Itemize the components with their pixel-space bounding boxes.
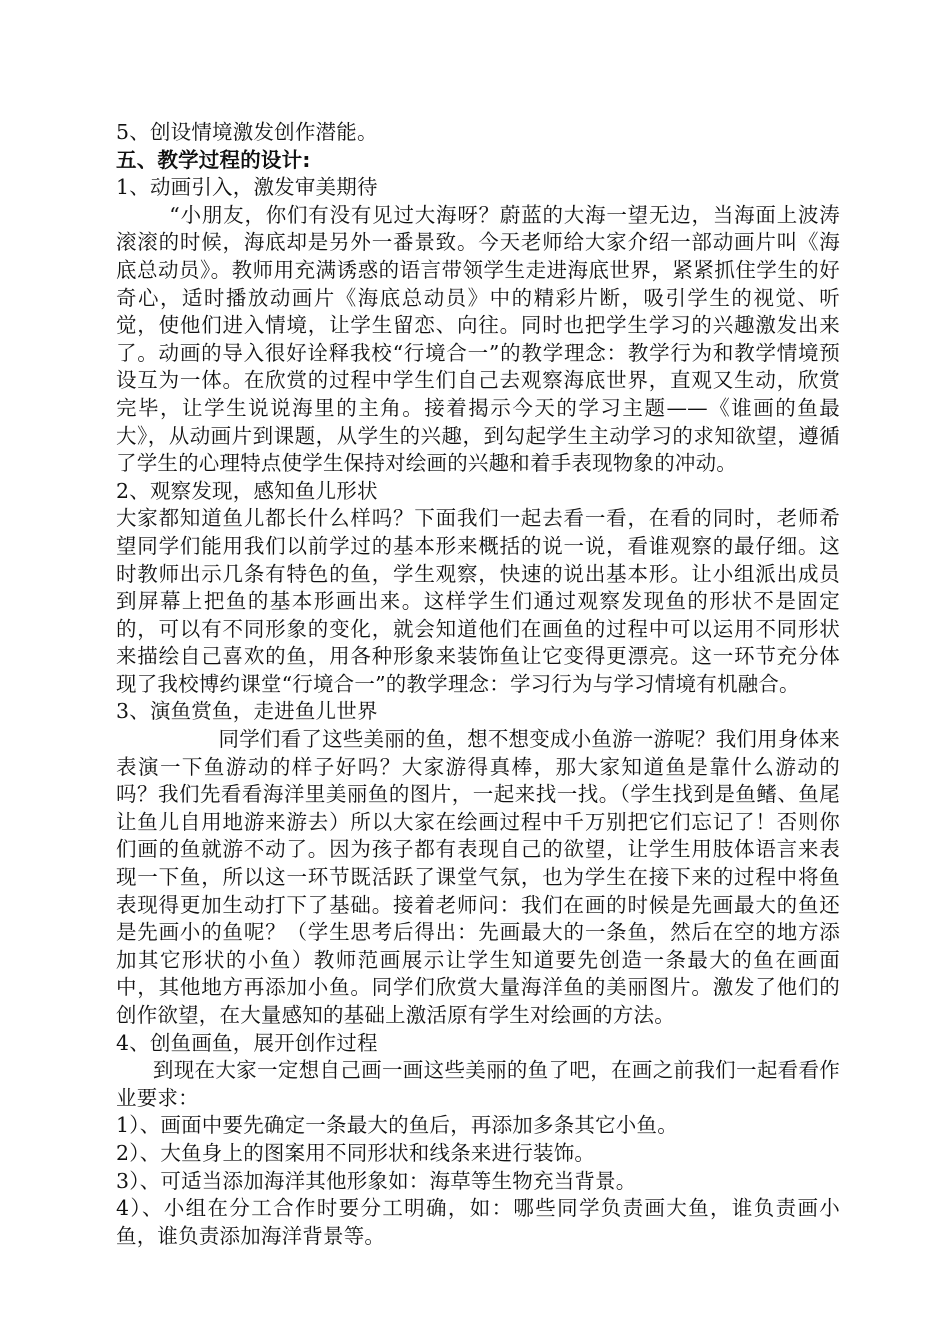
step-3-paragraph: 同学们看了这些美丽的鱼，想不想变成小鱼游一游呢？我们用身体来表演一下鱼游动的样子好吗？大家游得真棒，那大家知道鱼是靠什么游动的吗？我们先看看海洋里美丽鱼的图片，一起来找一找。（学生找到是鱼鳍、鱼尾让鱼儿自用地游来游去）所以大家在绘画过程中千万别把它们忘记了！否则你们画的鱼就游不动了。因为孩子都有表现自己的欲望，让学生用肢体语言来表现一下鱼，所以这一环节既活跃了课堂气氛，也为学生在接下来的过程中将鱼表现得更加生动打下了基础。接着老师问：我们在画的时候是先画最大的鱼还是先画小的鱼呢？（学生思考后得出：先画最大的一条鱼，然后在空的地方添加其它形状的小鱼）教师范画展示让学生知道要先创造一条最大的鱼在画面中，其他地方再添加小鱼。同学们欣赏大量海洋鱼的美丽图片。激发了他们的创作欲望，在大量感知的基础上激活原有学生对绘画的方法。 xyxy=(116,727,840,1027)
step-3-heading: 3、演鱼赏鱼，走进鱼儿世界 xyxy=(116,699,378,724)
item-5-text: 5、创设情境激发创作潜能。 xyxy=(116,120,378,144)
document-page xyxy=(116,119,840,1250)
requirement-item: 1）、画面中要先确定一条最大的鱼后，再添加多条其它小鱼。 xyxy=(116,1113,678,1138)
step-1-heading: 1、动画引入，激发审美期待 xyxy=(116,175,378,200)
step-4-intro: 到现在大家一定想自己画一画这些美丽的鱼了吧，在画之前我们一起看看作业要求： xyxy=(116,1058,840,1110)
section-5-heading: 五、教学过程的设计: xyxy=(116,147,311,172)
step-4-heading: 4、创鱼画鱼，展开创作过程 xyxy=(116,1030,378,1055)
requirement-item: 2）、大鱼身上的图案用不同形状和线条来进行装饰。 xyxy=(116,1140,596,1165)
step-2-heading: 2、观察发现，感知鱼儿形状 xyxy=(116,478,378,503)
requirement-item: 3）、可适当添加海洋其他形象如：海草等生物充当背景。 xyxy=(116,1168,637,1193)
requirement-item: 4）、小组在分工合作时要分工明确，如：哪些同学负责画大鱼，谁负责画小鱼，谁负责添加海洋背景等。 xyxy=(116,1196,840,1248)
step-1-paragraph: “小朋友，你们有没有见过大海呀？蔚蓝的大海一望无边，当海面上波涛滚滚的时候，海底却是另外一番景致。今天老师给大家介绍一部动画片叫《海底总动员》。教师用充满诱惑的语言带领学生走进海底世界，紧紧抓住学生的好奇心，适时播放动画片《海底总动员》中的精彩片断，吸引学生的视觉、听觉，使他们进入情境，让学生留恋、向往。同时也把学生学习的兴趣激发出来了。动画的导入很好诠释我校“行境合一”的教学理念：教学行为和教学情境预设互为一体。在欣赏的过程中学生们自己去观察海底世界，直观又生动，欣赏完毕，让学生说说海里的主角。接着揭示今天的学习主题——《谁画的鱼最大》，从动画片到课题，从学生的兴趣，到勾起学生主动学习的求知欲望，遵循了学生的心理特点使学生保持对绘画的兴趣和着手表现物象的冲动。 xyxy=(116,202,840,476)
step-2-paragraph: 大家都知道鱼儿都长什么样吗？下面我们一起去看一看，在看的同时，老师希望同学们能用我们以前学过的基本形来概括的说一说，看谁观察的最仔细。这时教师出示几条有特色的鱼，学生观察，快速的说出基本形。让小组派出成员到屏幕上把鱼的基本形画出来。这样学生们通过观察发现鱼的形状不是固定的，可以有不同形象的变化，就会知道他们在画鱼的过程中可以运用不同形状来描绘自己喜欢的鱼，用各种形象来装饰鱼让它变得更漂亮。这一环节充分体现了我校博约课堂“行境合一”的教学理念：学习行为与学习情境有机融合。 xyxy=(116,506,840,696)
